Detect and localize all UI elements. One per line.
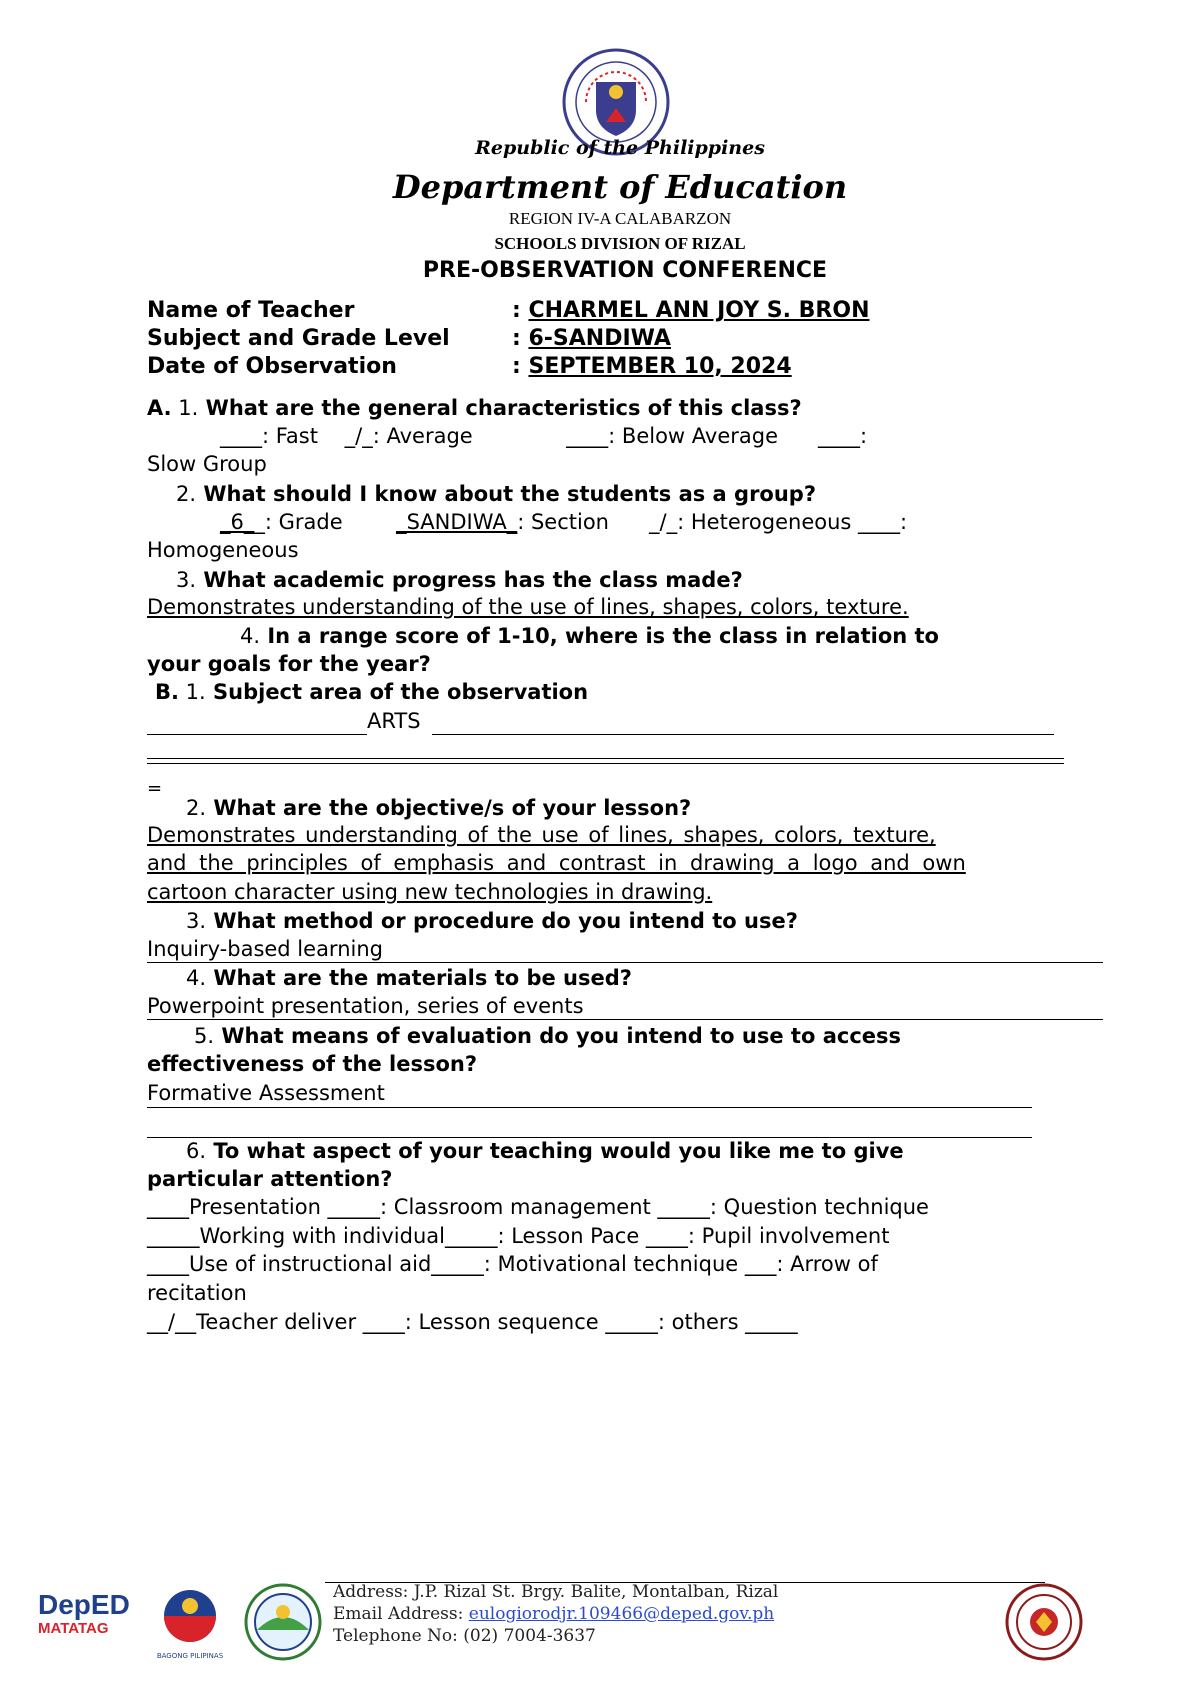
attention-options-5: __/__Teacher deliver ____: Lesson sequence _____: others _____	[147, 1310, 798, 1334]
email-link[interactable]: eulogiorodjr.109466@deped.gov.ph	[468, 1604, 775, 1624]
attention-options-1: ____Presentation _____: Classroom management _____: Question technique	[147, 1195, 929, 1219]
group-info-line: _6__: Grade _SANDIWA_: Section _/_: Heterogeneous ____:	[220, 510, 908, 534]
question-b1: B. 1. Subject area of the observation	[155, 680, 589, 704]
evaluation-answer: Formative Assessment	[147, 1081, 385, 1105]
group-info-wrap: Homogeneous	[147, 538, 299, 562]
grade-blank: _6_	[220, 510, 255, 534]
date-value: SEPTEMBER 10, 2024	[528, 354, 792, 379]
document-title: PRE-OBSERVATION CONFERENCE	[422, 258, 828, 283]
question-b4: 4. What are the materials to be used?	[186, 966, 632, 990]
question-a2: 2. What should I know about the students as a group?	[176, 482, 817, 506]
class-characteristics-options: ____: Fast _/_: Average ____: Below Average ____:	[220, 424, 868, 448]
subject-row: Subject and Grade Level : 6-SANDIWA	[147, 326, 671, 351]
answer-line	[147, 962, 1103, 963]
materials-answer: Powerpoint presentation, series of events	[147, 994, 584, 1018]
question-a4-wrap: your goals for the year?	[147, 652, 431, 676]
department-heading: Department of Education	[392, 168, 848, 206]
question-b3: 3. What method or procedure do you intend to use?	[186, 909, 798, 933]
subject-label: Subject and Grade Level	[147, 326, 450, 351]
republic-heading: Republic of the Philippines	[475, 137, 765, 159]
section-blank: _SANDIWA_	[396, 510, 518, 534]
footer-address: Address: J.P. Rizal St. Brgy. Balite, Montalban, Rizal	[333, 1582, 779, 1602]
region-heading: REGION IV-A CALABARZON	[508, 209, 732, 228]
class-characteristics-wrap: Slow Group	[147, 452, 267, 476]
deped-logo-text: DepED	[38, 1589, 130, 1620]
answer-line	[147, 758, 1064, 759]
question-a3: 3. What academic progress has the class made?	[176, 568, 743, 592]
objectives-answer-2: and the principles of emphasis and contrast in drawing a logo and own	[147, 851, 966, 875]
answer-line	[147, 763, 1064, 764]
question-b5: 5. What means of evaluation do you intend to use to access	[194, 1024, 902, 1048]
deped-matatag-logo	[38, 1590, 138, 1638]
question-b6: 6. To what aspect of your teaching would you like me to give	[186, 1139, 904, 1163]
matatag-logo-text: MATATAG	[38, 1620, 109, 1637]
teacher-row: Name of Teacher : CHARMEL ANN JOY S. BRON	[147, 298, 870, 323]
objectives-answer-3: cartoon character using new technologies in drawing.	[147, 880, 713, 904]
bagong-pilipinas-logo	[150, 1582, 230, 1662]
answer-line	[147, 1107, 1032, 1108]
footer-email: Email Address: eulogiorodjr.109466@deped.gov.ph	[333, 1604, 775, 1624]
attention-options-2: _____Working with individual_____: Lesson Pace ____: Pupil involvement	[147, 1224, 890, 1248]
answer-line	[147, 734, 367, 735]
attention-options-4: recitation	[147, 1281, 247, 1305]
question-b6-wrap: particular attention?	[147, 1167, 393, 1191]
subject-area-answer: ARTS	[367, 709, 421, 733]
teacher-label: Name of Teacher	[147, 298, 355, 323]
objectives-answer-1: Demonstrates understanding of the use of lines, shapes, colors, texture,	[147, 823, 936, 847]
footer-telephone: Telephone No: (02) 7004-3637	[333, 1626, 596, 1646]
division-heading: SCHOOLS DIVISION OF RIZAL	[494, 234, 746, 253]
answer-line	[147, 1019, 1103, 1020]
attention-options-3: ____Use of instructional aid_____: Motivational technique ___: Arrow of	[147, 1252, 878, 1276]
question-a1: A. 1. What are the general characteristics of this class?	[147, 396, 802, 420]
school-seal-logo	[1004, 1582, 1084, 1662]
answer-line	[147, 1137, 1032, 1138]
teacher-value: CHARMEL ANN JOY S. BRON	[528, 298, 870, 323]
division-logo	[243, 1582, 323, 1662]
subject-value: 6-SANDIWA	[528, 326, 671, 351]
date-row: Date of Observation : SEPTEMBER 10, 2024	[147, 354, 792, 379]
question-b5-wrap: effectiveness of the lesson?	[147, 1052, 478, 1076]
date-label: Date of Observation	[147, 354, 397, 379]
answer-line	[432, 734, 1054, 735]
method-answer: Inquiry-based learning	[147, 937, 383, 961]
academic-progress-answer: Demonstrates understanding of the use of lines, shapes, colors, texture.	[147, 595, 909, 619]
question-b2: 2. What are the objective/s of your lesson?	[186, 796, 692, 820]
question-a4: 4. In a range score of 1-10, where is the class in relation to	[240, 624, 939, 648]
stray-mark: =	[147, 778, 163, 799]
bagong-pilipinas-text: BAGONG PILIPINAS	[156, 1652, 224, 1660]
